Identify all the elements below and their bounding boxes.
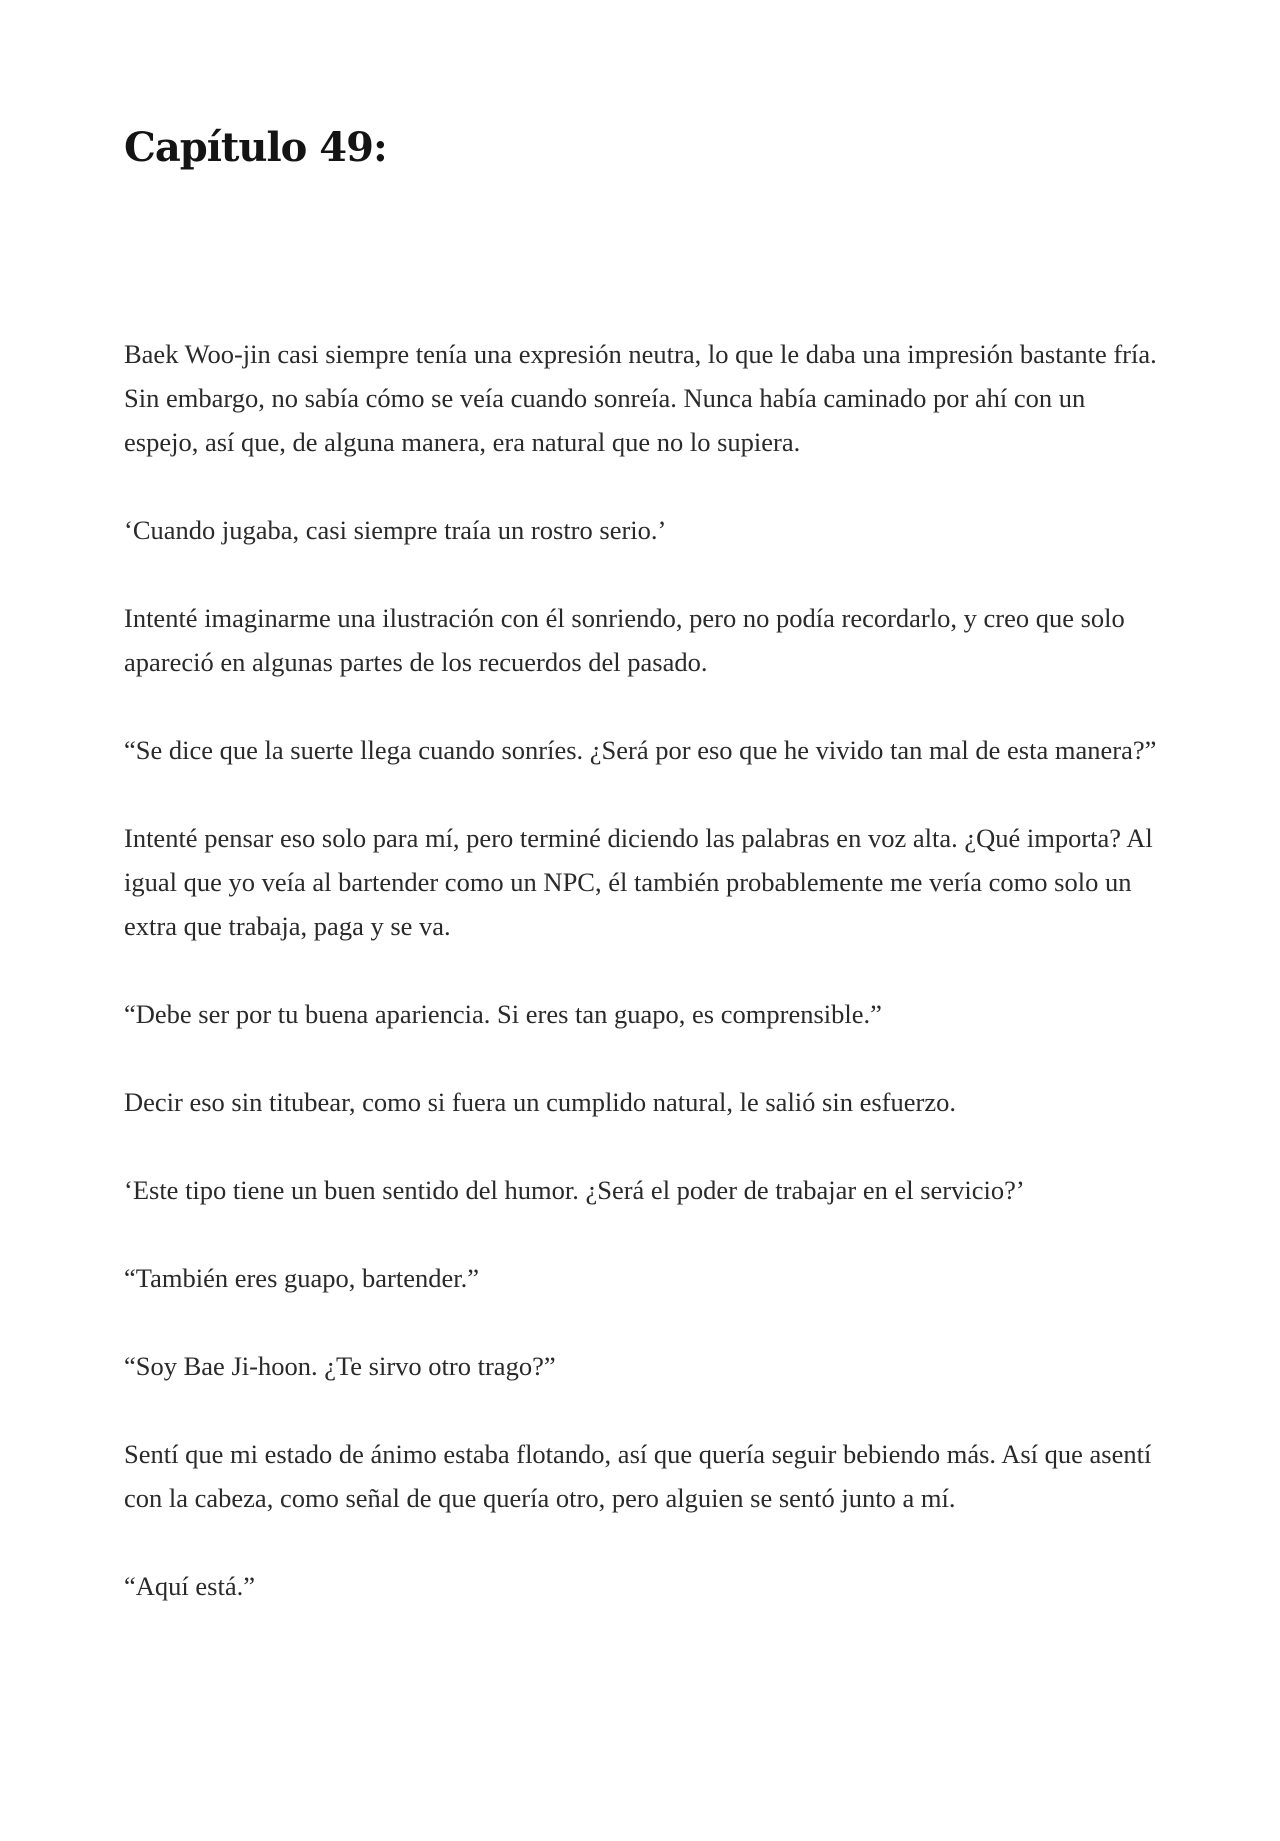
paragraph: “Se dice que la suerte llega cuando sonríes. ¿Será por eso que he vivido tan mal de esta manera?” bbox=[124, 735, 1157, 765]
paragraph: Sentí que mi estado de ánimo estaba flotando, así que quería seguir bebiendo más. Así que asentí con la cabeza, como señal de que quería otro, pero alguien se sentó junto a mí. bbox=[124, 1439, 1152, 1513]
chapter-title: Capítulo 49: bbox=[124, 124, 387, 171]
paragraph: “También eres guapo, bartender.” bbox=[124, 1263, 479, 1293]
paragraph: Decir eso sin titubear, como si fuera un cumplido natural, le salió sin esfuerzo. bbox=[124, 1087, 956, 1117]
paragraph: ‘Cuando jugaba, casi siempre traía un rostro serio.’ bbox=[124, 515, 667, 545]
paragraph: “Soy Bae Ji-hoon. ¿Te sirvo otro trago?” bbox=[124, 1351, 556, 1381]
paragraph: ‘Este tipo tiene un buen sentido del humor. ¿Será el poder de trabajar en el servicio?’ bbox=[124, 1175, 1025, 1205]
chapter-body bbox=[124, 332, 1164, 1652]
paragraph: “Debe ser por tu buena apariencia. Si eres tan guapo, es comprensible.” bbox=[124, 999, 882, 1029]
paragraph: Intenté pensar eso solo para mí, pero terminé diciendo las palabras en voz alta. ¿Qué importa? Al igual que yo veía al bartender como un NPC, él también probablemente me vería como solo un extra que trabaja, paga y se va. bbox=[124, 823, 1153, 941]
paragraph: “Aquí está.” bbox=[124, 1571, 255, 1601]
paragraph: Baek Woo-jin casi siempre tenía una expresión neutra, lo que le daba una impresión bastante fría. Sin embargo, no sabía cómo se veía cuando sonreía. Nunca había caminado por ahí con un espejo, así que, de alguna manera, era natural que no lo supiera. bbox=[124, 339, 1157, 457]
paragraph: Intenté imaginarme una ilustración con él sonriendo, pero no podía recordarlo, y creo que solo apareció en algunas partes de los recuerdos del pasado. bbox=[124, 603, 1125, 677]
